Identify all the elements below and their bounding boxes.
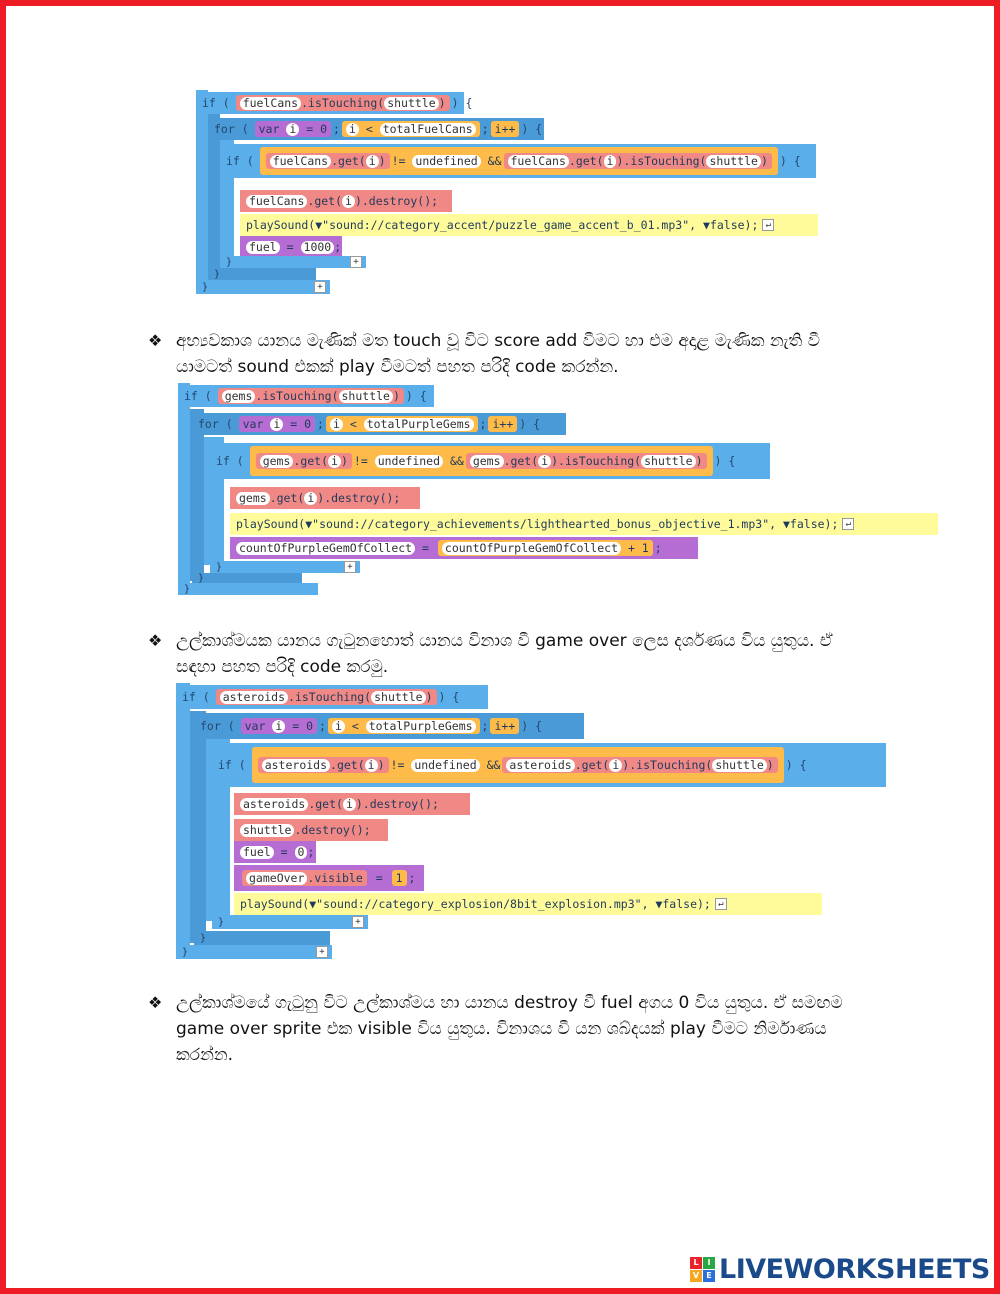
count-assign-statement[interactable]: countOfPurpleGemOfCollect = countOfPurpleGemOfCollect + 1 ;	[230, 537, 698, 559]
plus-icon[interactable]: +	[352, 916, 364, 928]
plus-icon[interactable]: +	[314, 281, 326, 293]
condition-block[interactable]: asteroids .isTouching( shuttle )	[216, 689, 437, 705]
return-icon: ↵	[762, 219, 774, 231]
if-left-bar	[178, 383, 190, 595]
for-init[interactable]: var i = 0	[241, 718, 317, 734]
return-icon: ↵	[842, 518, 854, 530]
and-condition[interactable]: asteroids .get( i ) != undefined && asteroids .get( i ) .isTouching( shuttle )	[252, 747, 784, 783]
for-row[interactable]: for ( var i = 0 ; i < totalPurpleGems ; i++ ) {	[192, 413, 566, 435]
for-footer: }	[192, 573, 302, 583]
if-footer: } +	[196, 280, 330, 294]
fuel-assign-statement[interactable]: fuel = 0 ;	[234, 841, 316, 863]
gameover-visible-statement[interactable]: gameOver .visible = 1 ;	[234, 865, 424, 891]
playsound-statement[interactable]: playSound( ▼"sound://category_explosion/8bit_explosion.mp3", ▼false); ↵	[234, 893, 822, 915]
if-row[interactable]: if ( asteroids .isTouching( shuttle ) ) {	[176, 685, 488, 709]
inner-if-row[interactable]: if ( asteroids .get( i ) != undefined && asteroids .get( i ) .isTouching( shuttle ) ) {	[212, 743, 886, 787]
touch-block[interactable]: gems .get( i ) .isTouching( shuttle )	[466, 453, 707, 469]
diamond-bullet-icon: ❖	[148, 631, 163, 650]
for-init[interactable]: var i = 0	[239, 416, 315, 432]
destroy-statement[interactable]: gems .get( i ).destroy();	[230, 487, 420, 509]
plus-icon[interactable]: +	[344, 561, 356, 573]
inner-if-footer: } +	[210, 561, 360, 573]
for-left-bar	[190, 711, 206, 943]
code-block-asteroids	[176, 683, 890, 961]
for-cond[interactable]: i < totalFuelCans	[342, 121, 480, 137]
destroy-statement[interactable]: fuelCans .get( i ).destroy();	[240, 190, 452, 212]
return-icon: ↵	[715, 898, 727, 910]
for-cond[interactable]: i < totalPurpleGems	[328, 718, 480, 734]
if-footer: }	[178, 583, 318, 595]
logo-wordmark: LIVEWORKSHEETS	[719, 1253, 990, 1285]
code-block-gems	[178, 383, 942, 597]
condition-block[interactable]: fuelCans .isTouching( shuttle )	[236, 95, 450, 111]
bullet-text: උල්කාශ්මයක යානය ගැටුනහොත් යානය විනාශ වී game over ලෙස දර්ශණය විය යුතුය. ඒ සඳහා පහත පරිදි code කරමු.	[176, 631, 833, 677]
for-row[interactable]: for ( var i = 0 ; i < totalFuelCans ; i++ ) {	[208, 118, 544, 140]
code-block-fuelcans	[196, 90, 836, 296]
bullet-text: අභ්‍යවකාශ යානය මැණික් මත touch වූ විට score add වීමට හා එම අදාළ මැණික නැති වී යාමටත් sound එකක් play වීමටත් පහත පරිදි code කරන්න.	[176, 331, 820, 377]
if-footer: } +	[176, 945, 332, 959]
for-inc[interactable]: i++	[488, 416, 517, 432]
for-row[interactable]: for ( var i = 0 ; i < totalPurpleGems ; i++ ) {	[194, 713, 584, 739]
for-inc[interactable]: i++	[491, 121, 520, 137]
for-footer: }	[208, 268, 316, 280]
liveworksheets-logo	[690, 1252, 990, 1286]
destroy-statement[interactable]: asteroids .get( i ).destroy();	[234, 793, 470, 815]
if-left-bar	[196, 90, 208, 294]
inner-if-row[interactable]: if ( gems .get( i ) != undefined && gems .get( i ) .isTouching( shuttle ) ) {	[210, 443, 770, 479]
inner-if-footer: } +	[220, 256, 366, 268]
plus-icon[interactable]: +	[316, 946, 328, 958]
playsound-statement[interactable]: playSound( ▼"sound://category_achievements/lighthearted_bonus_objective_1.mp3", ▼false); ↵	[230, 513, 938, 535]
for-init[interactable]: var i = 0	[255, 121, 331, 137]
touch-block[interactable]: fuelCans .get( i ) .isTouching( shuttle )	[504, 153, 772, 169]
inner-if-footer: } +	[212, 915, 368, 929]
for-footer: }	[194, 931, 330, 945]
if-row[interactable]: if ( gems .isTouching( shuttle ) ) {	[178, 385, 434, 407]
and-condition[interactable]: fuelCans .get( i ) != undefined && fuelCans .get( i ) .isTouching( shuttle )	[260, 147, 778, 175]
bullet-text: උල්කාශ්මයේ ගැටුනු විට උල්කාශ්මය හා යානය destroy වී fuel අගය 0 විය යුතුය. ඒ සමඟම game over sprite එක visible විය යුතුය. විනාශය වී යන ශබ්දයක් play වීමට නිර්මාණය කරන්න.	[176, 993, 843, 1065]
condition-block[interactable]: gems .isTouching( shuttle )	[218, 388, 404, 404]
logo-cube-icon: L I V E	[690, 1257, 715, 1282]
inner-if-row[interactable]: if ( fuelCans .get( i ) != undefined && fuelCans .get( i ) .isTouching( shuttle ) ) {	[220, 144, 816, 178]
get-block[interactable]: asteroids .get( i )	[258, 757, 389, 773]
shuttle-destroy-statement[interactable]: shuttle .destroy();	[234, 819, 388, 841]
diamond-bullet-icon: ❖	[148, 993, 163, 1012]
diamond-bullet-icon: ❖	[148, 331, 163, 350]
for-inc[interactable]: i++	[490, 718, 519, 734]
plus-icon[interactable]: +	[350, 256, 362, 268]
fuel-assign-statement[interactable]: fuel = 1000 ;	[240, 236, 342, 258]
playsound-statement[interactable]: playSound( ▼"sound://category_accent/puzzle_game_accent_b_01.mp3", ▼false); ↵	[240, 214, 818, 236]
and-condition[interactable]: gems .get( i ) != undefined && gems .get( i ) .isTouching( shuttle )	[250, 446, 713, 476]
get-block[interactable]: gems .get( i )	[256, 453, 352, 469]
touch-block[interactable]: asteroids .get( i ) .isTouching( shuttle )	[502, 757, 777, 773]
for-cond[interactable]: i < totalPurpleGems	[326, 416, 478, 432]
if-left-bar	[176, 683, 190, 959]
get-block[interactable]: fuelCans .get( i )	[266, 153, 390, 169]
if-row[interactable]: if ( fuelCans .isTouching( shuttle ) ) {	[196, 92, 464, 114]
